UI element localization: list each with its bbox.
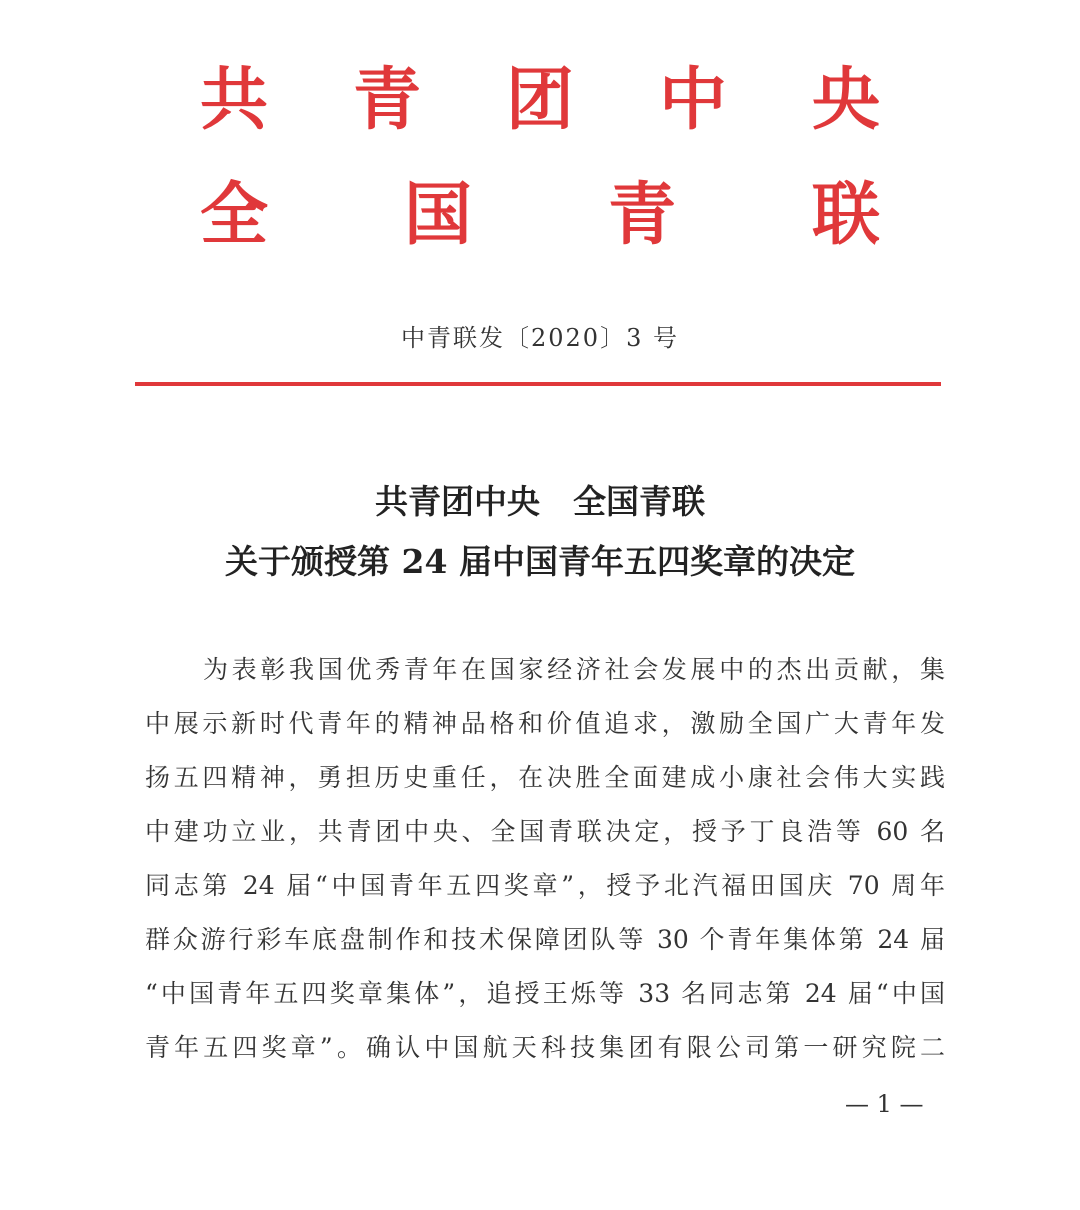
body-line: “中国青年五四奖章集体”，追授王烁等 33 名同志第 24 届“中国: [145, 979, 945, 1008]
document-title-line-2: 关于颁授第 24 届中国青年五四奖章的决定: [225, 542, 855, 581]
body-line: 群众游行彩车底盘制作和技术保障团队等 30 个青年集体第 24 届: [145, 925, 945, 954]
body-line: 中展示新时代青年的精神品格和价值追求，激励全国广大青年发: [145, 709, 945, 738]
header-char: 全: [200, 175, 269, 255]
header-char: 青: [607, 175, 676, 255]
body-line: 中建功立业，共青团中央、全国青联决定，授予丁良浩等 60 名: [145, 817, 945, 846]
header-char: 共: [200, 60, 269, 140]
header-char: 国: [403, 175, 472, 255]
document-number: 中青联发〔2020〕3 号: [401, 324, 679, 352]
body-line: 扬五四精神，勇担历史重任，在决胜全面建成小康社会伟大实践: [145, 763, 945, 792]
body-line: 青年五四奖章”。确认中国航天科技集团有限公司第一研究院二: [145, 1033, 945, 1062]
page-number: — 1 —: [845, 1090, 924, 1118]
body-text: [145, 650, 945, 1082]
header-char: 青: [352, 60, 421, 140]
body-line: 为表彰我国优秀青年在国家经济社会发展中的杰出贡献，集: [203, 655, 945, 684]
header-char: 中: [658, 60, 727, 140]
header-char: 团: [505, 60, 574, 140]
header-char: 央: [811, 60, 880, 140]
body-line: 同志第 24 届“中国青年五四奖章”，授予北汽福田国庆 70 周年: [145, 871, 945, 900]
header-char: 联: [811, 175, 880, 255]
document-title-line-1: 共青团中央 全国青联: [375, 482, 705, 521]
red-divider: [135, 382, 941, 386]
issuer-header-line-1: [200, 60, 880, 140]
issuer-header-line-2: [200, 175, 880, 255]
